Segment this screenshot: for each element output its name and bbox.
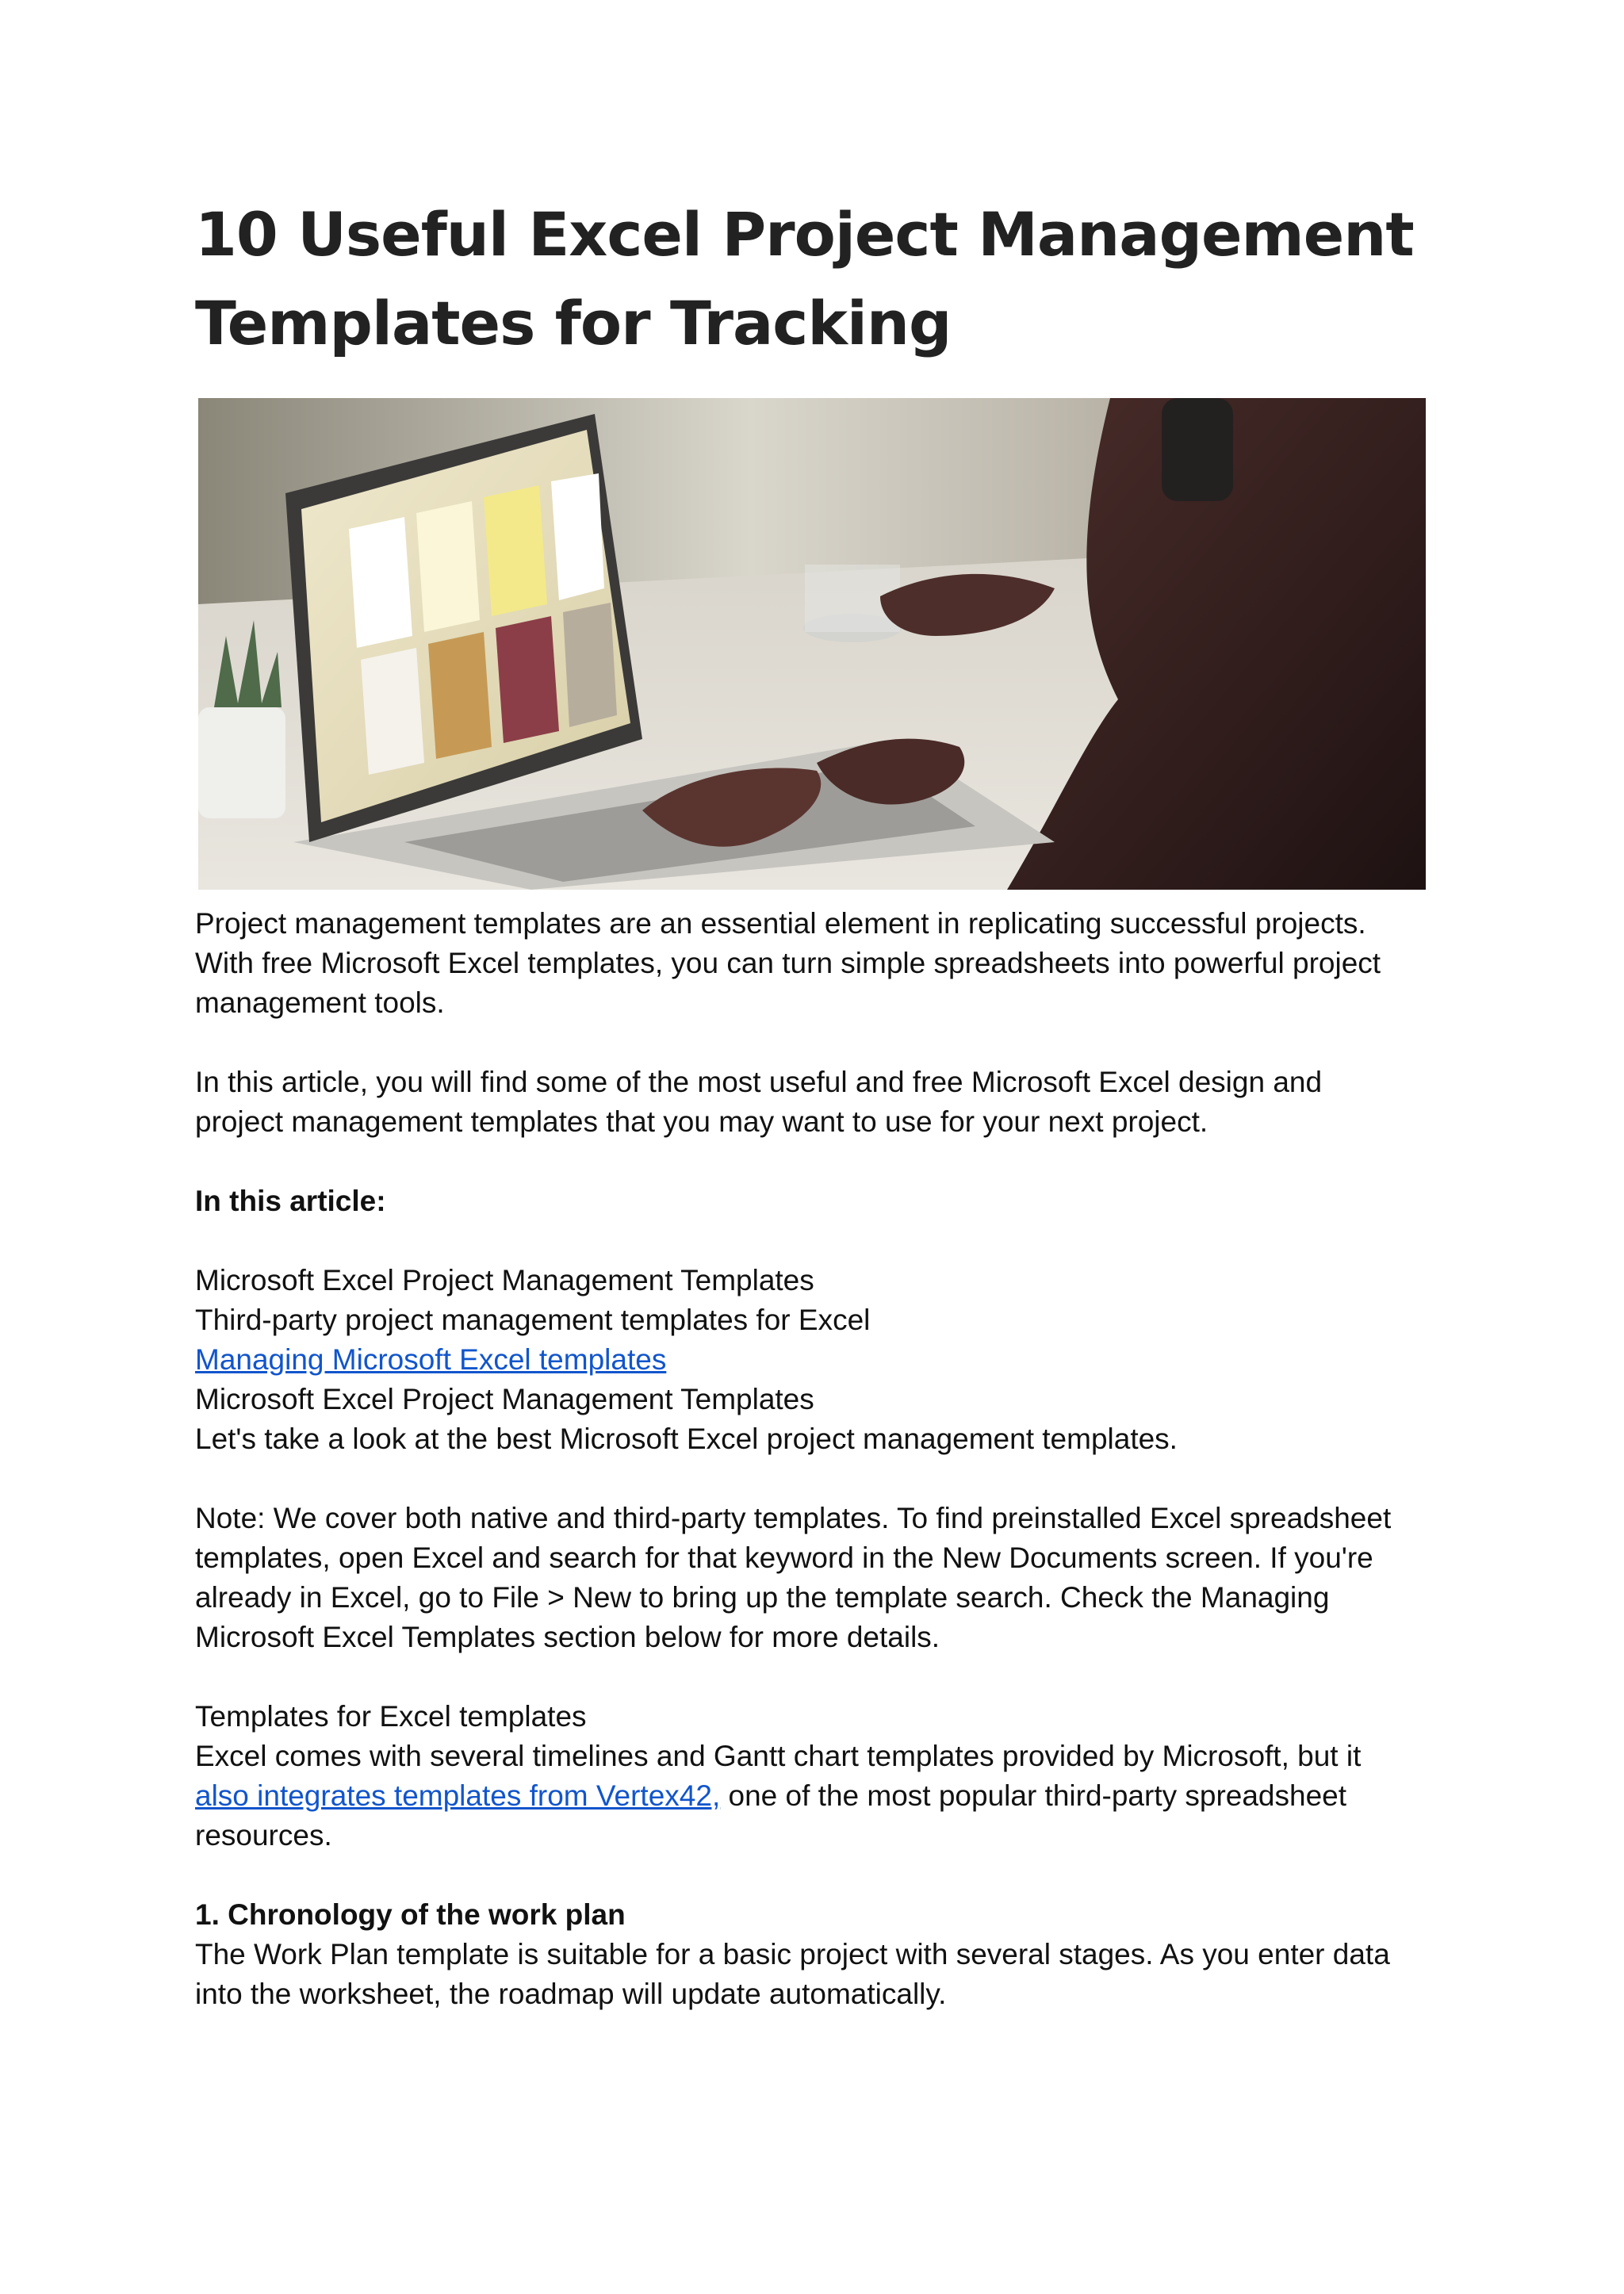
section-1-line-1: The Work Plan template is suitable for a basic project with several stages. As you enter data <box>195 1938 1390 1970</box>
templates-line-2-rest: one of the most popular third-party spreadsheet <box>720 1779 1347 1812</box>
intro-paragraph <box>195 904 1432 1023</box>
section-1 <box>195 1895 1432 2014</box>
article-body <box>195 904 1432 2014</box>
title-line-2: Templates for Tracking <box>195 288 952 358</box>
article-intro-paragraph-2 <box>195 1063 1432 1142</box>
toc-item: Third-party project management templates for Excel <box>195 1304 871 1336</box>
note-paragraph <box>195 1499 1432 1657</box>
document-page <box>195 190 1432 2014</box>
laptop-photo-icon <box>198 398 1426 890</box>
title-line-1: 10 Useful Excel Project Management <box>195 199 1414 270</box>
section-1-line-2: into the worksheet, the roadmap will update automatically. <box>195 1978 947 2010</box>
templates-heading: Templates for Excel templates <box>195 1700 587 1733</box>
section-1-heading: 1. Chronology of the work plan <box>195 1898 626 1931</box>
templates-paragraph <box>195 1697 1432 1855</box>
toc-heading: In this article: <box>195 1185 386 1217</box>
note-line-3: already in Excel, go to File > New to bring up the template search. Check the Managing <box>195 1581 1330 1614</box>
intro-line-1: Project management templates are an essential element in replicating successful projects. <box>195 907 1366 940</box>
intro-line-2: With free Microsoft Excel templates, you can turn simple spreadsheets into powerful project <box>195 947 1381 979</box>
toc-item: Let's take a look at the best Microsoft Excel project management templates. <box>195 1423 1178 1455</box>
note-line-1: Note: We cover both native and third-party templates. To find preinstalled Excel spreadsheet <box>195 1502 1392 1534</box>
note-line-4: Microsoft Excel Templates section below for more details. <box>195 1621 940 1653</box>
article-title <box>195 190 1432 368</box>
toc-item: Microsoft Excel Project Management Templates <box>195 1264 814 1296</box>
hero-image <box>198 398 1426 890</box>
intro-line-3: management tools. <box>195 986 445 1019</box>
templates-line-1: Excel comes with several timelines and Gantt chart templates provided by Microsoft, but it <box>195 1740 1362 1772</box>
note-line-2: templates, open Excel and search for that keyword in the New Documents screen. If you're <box>195 1541 1373 1574</box>
para2-line-1: In this article, you will find some of the most useful and free Microsoft Excel design and <box>195 1066 1323 1098</box>
toc-link-managing-templates[interactable]: Managing Microsoft Excel templates <box>195 1343 667 1376</box>
vertex42-link[interactable]: also integrates templates from Vertex42, <box>195 1779 721 1812</box>
templates-line-3: resources. <box>195 1819 332 1852</box>
para2-line-2: project management templates that you may want to use for your next project. <box>195 1105 1208 1138</box>
toc-item: Microsoft Excel Project Management Templates <box>195 1383 814 1415</box>
table-of-contents <box>195 1261 1432 1459</box>
